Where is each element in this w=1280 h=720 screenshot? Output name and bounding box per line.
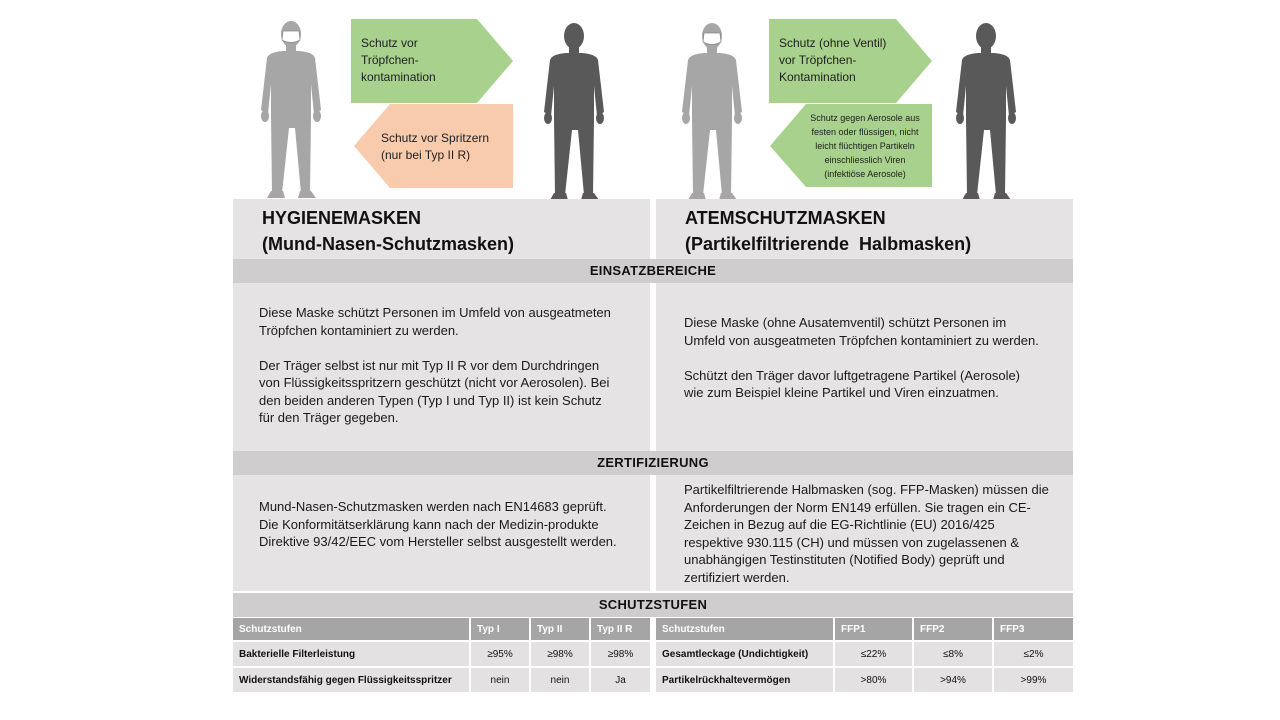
table-atemschutzmasken [656,618,1073,692]
right-title-line2: (Partikelfiltrierende Halbmasken) [685,234,972,254]
table-header-row [233,618,650,641]
left-title-line2: (Mund-Nasen-Schutzmasken) [262,234,515,254]
face-mask-icon [282,31,300,43]
table-cell: >80% [834,667,913,692]
left-title-line1: HYGIENEMASKEN [262,208,422,228]
table-header-cell: FFP2 [913,618,993,641]
table-cell: Gesamtleckage (Undichtigkeit) [656,641,834,667]
left-einsatz-p2: Der Träger selbst ist nur mit Typ II R vor dem Durchdringen von Flüssigkeitsspritzern geschützt (nicht vor Aerosolen). Bei den beiden anderen Typen (Typ I und Typ II) ist kein Schutz für den Träger gegeben. [259,357,610,425]
table-cell: nein [470,667,530,692]
table-cell: ≥98% [590,641,650,667]
right-title-line1: ATEMSCHUTZMASKEN [685,208,886,228]
table-row [656,641,1073,667]
table-cell: nein [530,667,590,692]
right-einsatz-p1: Diese Maske (ohne Ausatemventil) schützt Personen im Umfeld von ausgeatmeten Tröpfchen kontaminiert zu werden. [684,315,1039,348]
person-with-mask-right [682,23,742,200]
person-left [544,23,604,200]
table-cell: ≥95% [470,641,530,667]
table-header-cell: FFP1 [834,618,913,641]
illustration [0,0,1280,200]
right-title [685,205,971,257]
right-zert-text: Partikelfiltrierende Halbmasken (sog. FFP-Masken) müssen die Anforderungen der Norm EN149 erfüllen. Sie tragen ein CE-Zeichen in Bezug auf die EG-Richtlinie (EU) 2016/425 respektive 930.115 (CH) und müssen von zugelassenen & unabhängigen Testinstituten (Notified Body) geprüft und zertifiziert werden. [684,482,1049,585]
band-einsatzbereiche: EINSATZBEREICHE [233,259,1073,283]
table-row [656,667,1073,692]
table-cell: ≤22% [834,641,913,667]
table-header-cell: Schutzstufen [656,618,834,641]
table-header-cell: FFP3 [993,618,1073,641]
table-cell: Widerstandsfähig gegen Flüssigkeitsspritzer [233,667,470,692]
band-schutzstufen: SCHUTZSTUFEN [233,593,1073,617]
table-cell: Bakterielle Filterleistung [233,641,470,667]
arrow-label-aerosol-right: Schutz gegen Aerosole aus festen oder flüssigen, nicht leicht flüchtigen Partikeln einschliesslich Viren (infektiöse Aerosole) [810,113,920,179]
arrow-label-splash-left: Schutz vor Spritzern (nur bei Typ II R) [381,131,490,162]
table-cell: Partikelrückhaltevermögen [656,667,834,692]
table-cell: ≤2% [993,641,1073,667]
person-right [956,23,1016,200]
table-row [233,667,650,692]
face-mask-icon [703,33,721,45]
band-zertifizierung: ZERTIFIZIERUNG [233,451,1073,475]
right-einsatz-text [684,314,1039,402]
table-header-cell: Typ II [530,618,590,641]
table-header-cell: Schutzstufen [233,618,470,641]
left-einsatz-p1: Diese Maske schützt Personen im Umfeld von ausgeatmeten Tröpfchen kontaminiert zu werden. [259,305,611,338]
table-header-cell: Typ II R [590,618,650,641]
table-cell: ≤8% [913,641,993,667]
table-header-cell: Typ I [470,618,530,641]
table-cell: Ja [590,667,650,692]
left-title [262,205,514,257]
left-zert-text: Mund-Nasen-Schutzmasken werden nach EN14683 geprüft. Die Konformitätserklärung kann nach der Medizin-produkte Direktive 93/42/EEC vom Hersteller selbst ausgestellt werden. [259,499,617,549]
table-header-row [656,618,1073,641]
table-cell: >99% [993,667,1073,692]
arrow-label-droplet-right: Schutz (ohne Ventil) vor Tröpfchen- Kontamination [779,36,887,84]
right-einsatz-p2: Schützt den Träger davor luftgetragene Partikel (Aerosole) wie zum Beispiel kleine Partikel und Viren einzuatmen. [684,367,1021,400]
table-cell: >94% [913,667,993,692]
table-cell: ≥98% [530,641,590,667]
person-with-mask-left [261,21,321,198]
table-hygienemasken [233,618,650,692]
left-einsatz-text [259,304,619,427]
table-row [233,641,650,667]
arrow-label-droplet-left: Schutz vor Tröpfchen- kontamination [361,36,436,84]
